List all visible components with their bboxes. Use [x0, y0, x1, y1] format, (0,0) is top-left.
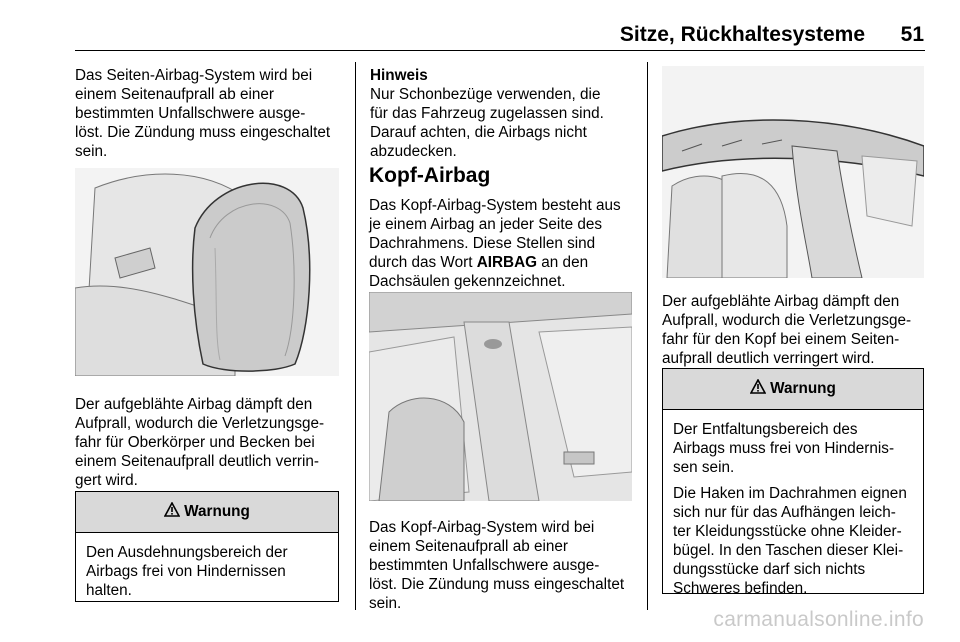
warning-box-1-text: Den Ausdehnungsbereich der Airbags frei von Hindernissen halten.	[86, 544, 288, 599]
warning-box-1	[75, 491, 339, 602]
head-airbag-pillar-figure	[369, 292, 632, 501]
column-divider-1	[355, 62, 356, 610]
header-rule	[75, 50, 925, 51]
section-heading-head-airbag: Kopf-Airbag	[369, 164, 491, 187]
note	[370, 66, 604, 161]
warning-triangle-icon	[750, 379, 766, 399]
note-title: Hinweis	[370, 67, 428, 84]
airbag-label: AIRBAG	[476, 254, 538, 271]
warning-box-1-title: Warnung	[184, 503, 250, 520]
note-text: Nur Schonbezüge verwenden, die für das Fahrzeug zugelassen sind. Darauf achten, die Airbags nicht abzudecken.	[370, 86, 604, 160]
warning-box-1-header	[76, 492, 338, 533]
column-divider-2	[647, 62, 648, 610]
warning-box-2-text-1: Der Entfaltungsbereich des Airbags muss frei von Hindernis- sen sein.	[673, 421, 895, 476]
warning-triangle-icon	[164, 502, 180, 522]
head-airbag-trigger-text: Das Kopf-Airbag-System wird bei einem Seitenaufprall ab einer bestimmten Unfallschwere ausge- löst. Die Zündung muss eingeschaltet sein.	[369, 519, 625, 612]
watermark: carmanualsonline.info	[713, 608, 924, 631]
head-airbag-text-1: Das Kopf-Airbag-System besteht aus je einem Airbag an jeder Seite des Dachrahmens. Diese Stellen sind durch das Wort	[369, 197, 621, 271]
head-airbag-inflated-caption: Der aufgeblähte Airbag dämpft den Aufprall, wodurch die Verletzungsge- fahr für den Kopf bei einem Seiten- aufprall deutlich verringert wird.	[662, 293, 912, 367]
warning-box-2-header	[663, 369, 923, 410]
head-airbag-description	[369, 196, 621, 291]
inflated-curtain-illustration	[662, 66, 924, 278]
side-airbag-illustration	[75, 168, 339, 376]
warning-box-2-text-2: Die Haken im Dachrahmen eignen sich nur für das Aufhängen leich- ter Kleidungsstücke ohne Kleider- bügel. In den Taschen dieser Klei- dungsstücke darf sich nichts Schweres befinden.	[673, 485, 907, 597]
warning-box-2	[662, 368, 924, 597]
head-airbag-text-2: an den Dachsäulen gekennzeichnet.	[369, 254, 589, 290]
warning-box-2-title: Warnung	[770, 380, 836, 397]
head-airbag-inflated-figure	[662, 66, 924, 278]
pillar-illustration	[369, 292, 632, 501]
side-airbag-intro: Das Seiten-Airbag-System wird bei einem Seitenaufprall ab einer bestimmten Unfallschwere ausge- löst. Die Zündung muss eingeschaltet sein.	[75, 67, 331, 160]
side-airbag-figure	[75, 168, 339, 376]
side-airbag-caption: Der aufgeblähte Airbag dämpft den Aufprall, wodurch die Verletzungsge- fahr für Oberkörper und Becken bei einem Seitenaufprall deutlich verrin- gert wird.	[75, 396, 325, 489]
page-header-title: Sitze, Rückhaltesysteme	[619, 23, 865, 46]
page-number: 51	[900, 23, 924, 46]
